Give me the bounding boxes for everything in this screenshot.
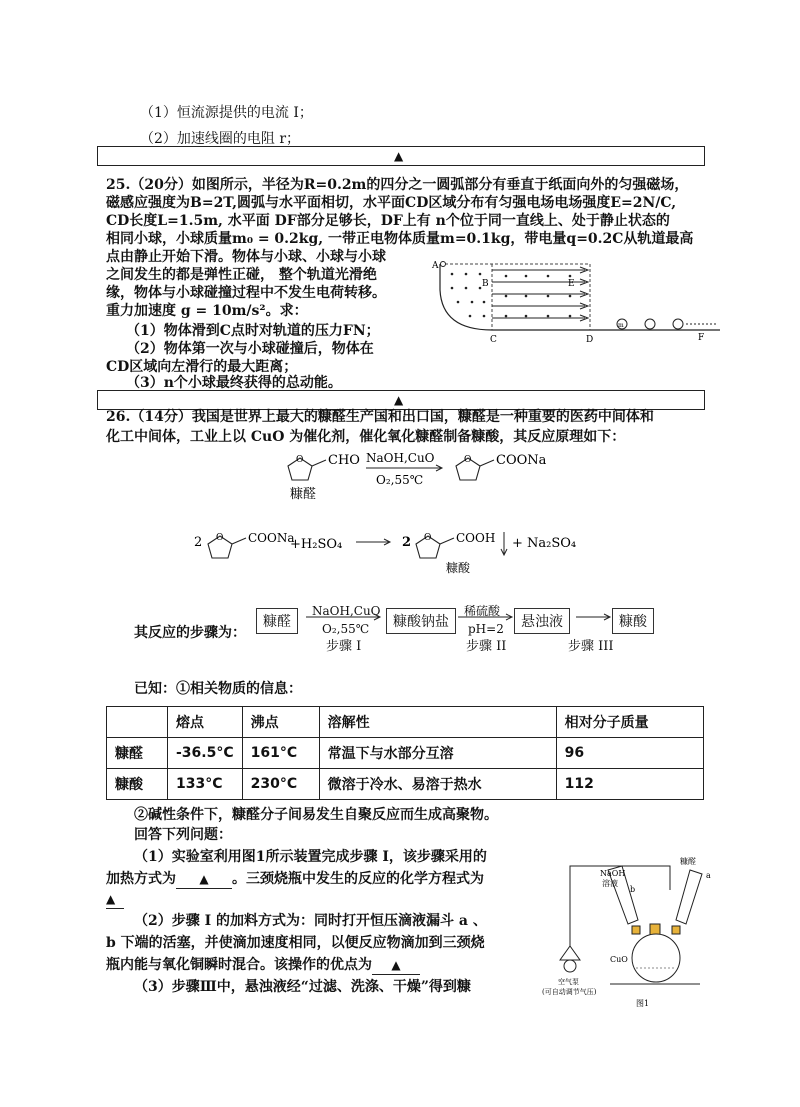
- q26-note-2: ②碱性条件下，糠醛分子间易发生自聚反应而生成高聚物。: [134, 807, 498, 823]
- cond-top: NaOH,CuO: [366, 451, 435, 465]
- label-pump-note: (可自动调节气压): [542, 988, 597, 996]
- answer-marker: ▲: [394, 149, 404, 163]
- table-cell: 96: [556, 738, 703, 769]
- flow-box-3: 悬浊液: [514, 608, 570, 634]
- label-e: E: [568, 279, 575, 289]
- q25-sub1: （1）物体滑到C点时对轨道的压力FN；: [126, 323, 380, 339]
- q25-line-3: CD长度L=1.5m, 水平面 DF部分足够长，DF上有 n个位于同一直线上、处于静止状态的: [106, 213, 670, 229]
- label-f: F: [698, 333, 705, 343]
- flow-step2-mid: pH=2: [468, 622, 504, 636]
- table-cell: 112: [556, 769, 703, 800]
- table-cell: 133°C: [168, 769, 243, 800]
- product-group: COONa: [496, 453, 547, 468]
- label-a: a: [706, 871, 711, 880]
- cond-bottom: O₂,55℃: [376, 473, 424, 487]
- coef-1: 2: [194, 535, 203, 550]
- table-header-cell: [107, 707, 168, 738]
- label-cuo: CuO: [610, 955, 628, 964]
- flow-step1-bottom: 步骤 I: [326, 639, 362, 654]
- label-pump: 空气泵: [558, 978, 579, 986]
- q24-sub1: （1）恒流源提供的电流 I；: [140, 105, 313, 121]
- table-header-cell: 沸点: [242, 707, 319, 738]
- group-1: COONa: [248, 531, 295, 545]
- table-header-cell: 熔点: [168, 707, 243, 738]
- q25-line-7: 缘，物体与小球碰撞过程中不发生电荷转移。: [106, 285, 386, 301]
- flow-step1-mid: O₂,55℃: [322, 622, 370, 636]
- flow-step3-bottom: 步骤 III: [568, 639, 614, 654]
- svg-text:O: O: [424, 533, 432, 543]
- blank-3: ▲: [372, 956, 420, 975]
- known-label: 已知：①相关物质的信息：: [134, 681, 302, 697]
- figure-caption: 图1: [636, 999, 650, 1008]
- flow-step1-top: NaOH,CuO: [312, 604, 381, 618]
- flow-step2-bottom: 步骤 II: [466, 639, 507, 654]
- q25-line-2: 磁感应强度为B=2T,圆弧与水平面相切，水平面CD区域分布有匀强电场电场强度E=2N/C,: [106, 195, 677, 211]
- table-cell: 糠酸: [107, 769, 168, 800]
- table-cell: 常温下与水部分互溶: [319, 738, 556, 769]
- q26-s2-b: b 下端的活塞，并使滴加速度相同，以便反应物滴加到三颈烧: [106, 935, 485, 951]
- plus-h2so4: +H₂SO₄: [290, 537, 343, 552]
- q24-sub2: （2）加速线圈的电阻 r；: [140, 131, 301, 147]
- svg-text:O: O: [216, 533, 224, 543]
- q26-s2-c: 瓶内能与氧化铜瞬时混合。该操作的优点为 ▲: [106, 956, 420, 975]
- apparatus-figure: [540, 850, 740, 1010]
- table-header-cell: 溶解性: [319, 707, 556, 738]
- q26-s2-a: （2）步骤 I 的加料方式为：同时打开恒压滴液漏斗 a 、: [134, 913, 487, 929]
- blank-1: ▲: [176, 870, 232, 889]
- label-b: b: [630, 885, 636, 894]
- table-header-row: [107, 707, 704, 738]
- q25-sub3: （3）n个小球最终获得的总动能。: [126, 375, 342, 391]
- svg-text:O: O: [464, 455, 472, 465]
- table-row: [107, 769, 704, 800]
- product-name: 糠酸: [446, 561, 471, 575]
- table-cell: 微溶于冷水、易溶于热水: [319, 769, 556, 800]
- q25-sub2a: （2）物体第一次与小球碰撞后，物体在: [126, 341, 374, 357]
- table-cell: 161°C: [242, 738, 319, 769]
- label-m: m: [618, 322, 624, 329]
- answer-prompt: 回答下列问题：: [134, 827, 232, 843]
- q26-line-1: 26.（14分）我国是世界上最大的糠醛生产国和出口国，糠醛是一种重要的医药中间体和: [106, 409, 654, 425]
- air-pump: [560, 946, 580, 960]
- reaction-2-scheme: [190, 520, 590, 576]
- steps-label: 其反应的步骤为：: [134, 625, 246, 641]
- label-solution: 溶液: [602, 879, 618, 888]
- ball-2: [645, 319, 655, 329]
- object-at-a: [441, 262, 446, 267]
- properties-table: [106, 706, 704, 800]
- table-cell: -36.5°C: [168, 738, 243, 769]
- table-cell: 230°C: [242, 769, 319, 800]
- answer-box-25: [97, 390, 705, 410]
- table-header-cell: 相对分子质量: [556, 707, 703, 738]
- group-2: COOH: [456, 531, 496, 545]
- q25-line-1: 25.（20分）如图所示，半径为R=0.2m的四分之一圆弧部分有垂直于纸面向外的匀强磁场，: [106, 177, 689, 193]
- coef-2: 2: [402, 535, 412, 550]
- q25-line-8: 重力加速度 g = 10m/s²。求：: [106, 303, 308, 319]
- flow-box-4: 糠酸: [612, 608, 654, 634]
- plus-na2so4: + Na₂SO₄: [512, 536, 577, 551]
- svg-text:O: O: [296, 455, 304, 465]
- table-cell: 糠醛: [107, 738, 168, 769]
- q25-line-4: 相同小球，小球质量m₀ = 0.2kg, 一带正电物体质量m=0.1kg，带电量q=0.2C从轨道最高: [106, 231, 694, 247]
- flow-box-1: 糠醛: [256, 608, 298, 634]
- answer-box-24: [97, 146, 705, 166]
- blank-2: ▲: [106, 890, 124, 909]
- q25-track-figure: [430, 256, 730, 346]
- reactant-group: CHO: [328, 453, 360, 468]
- reactant-name: 糠醛: [290, 487, 317, 502]
- answer-marker: ▲: [394, 393, 404, 407]
- label-naoh: NaOH: [600, 869, 626, 878]
- funnel-a: [676, 870, 702, 924]
- q26-s1-a: （1）实验室利用图1所示装置完成步骤 I，该步骤采用的: [134, 849, 487, 865]
- ball-3: [673, 319, 683, 329]
- q25-line-5: 点由静止开始下滑。物体与小球、小球与小球: [106, 249, 386, 265]
- q25-sub2b: CD区域向左滑行的最大距离；: [106, 359, 298, 375]
- label-b: B: [482, 279, 489, 289]
- q26-s1-b: 加热方式为 ▲ 。三颈烧瓶中发生的反应的化学方程式为: [106, 871, 484, 887]
- reaction-1-scheme: [270, 448, 570, 508]
- label-d: D: [586, 335, 594, 345]
- flow-box-2: 糠酸钠盐: [386, 608, 456, 634]
- label-c: C: [490, 335, 497, 345]
- table-row: [107, 738, 704, 769]
- q26-line-2: 化工中间体，工业上以 CuO 为催化剂，催化氧化糠醛制备糠酸，其反应原理如下：: [106, 429, 626, 445]
- label-a: A: [432, 261, 439, 271]
- three-neck-flask: [632, 934, 680, 982]
- flow-step2-top: 稀硫酸: [464, 604, 501, 618]
- label-furfural: 糠醛: [680, 857, 696, 866]
- magnetic-field-dots: [451, 273, 572, 318]
- q25-line-6: 之间发生的都是弹性正碰， 整个轨道光滑绝: [106, 267, 377, 283]
- q26-s3: （3）步骤Ⅲ中，悬浊液经“过滤、洗涤、干燥”得到糠: [134, 979, 471, 995]
